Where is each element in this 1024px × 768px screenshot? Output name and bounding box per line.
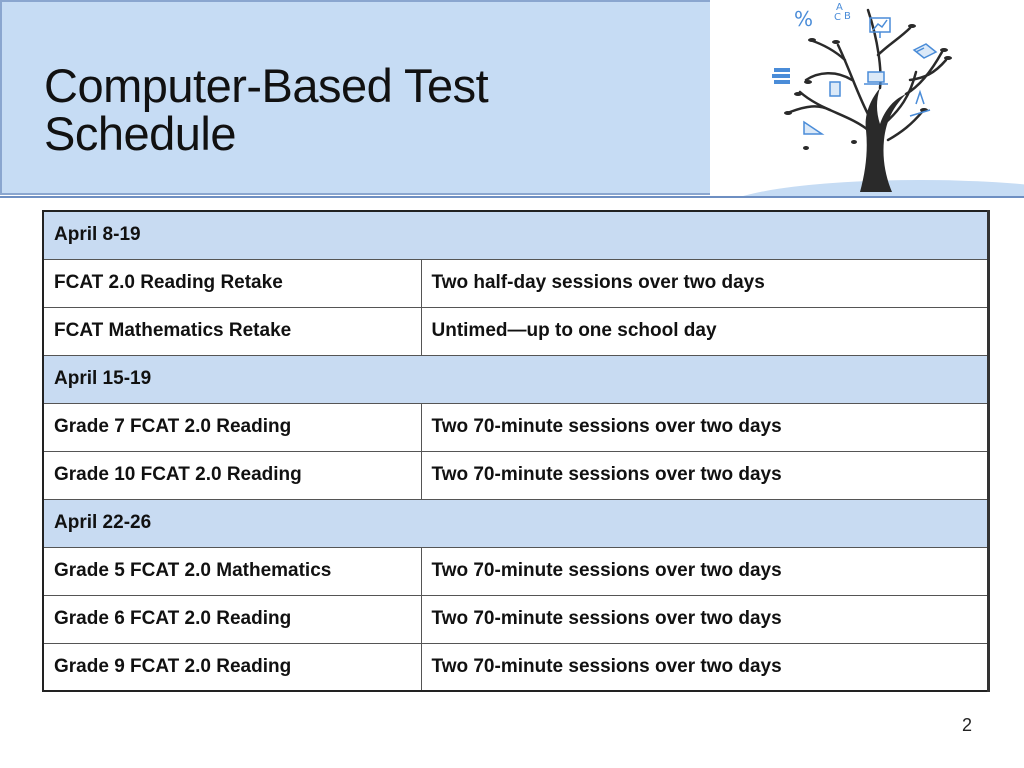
- test-schedule-table: [42, 210, 990, 692]
- test-name-cell: Grade 6 FCAT 2.0 Reading: [43, 595, 421, 643]
- duration-cell: Two half-day sessions over two days: [421, 259, 989, 307]
- date-row: [43, 211, 989, 259]
- test-name-cell: Grade 9 FCAT 2.0 Reading: [43, 643, 421, 691]
- duration-cell: Two 70-minute sessions over two days: [421, 547, 989, 595]
- table-row: [43, 307, 989, 355]
- education-tree-illustration: [710, 0, 1024, 196]
- date-row: [43, 355, 989, 403]
- abc-icon-a: A: [836, 2, 843, 13]
- duration-cell: Two 70-minute sessions over two days: [421, 403, 989, 451]
- duration-cell: Untimed—up to one school day: [421, 307, 989, 355]
- test-name-cell: FCAT Mathematics Retake: [43, 307, 421, 355]
- book-icon: [914, 44, 936, 58]
- date-cell: April 22-26: [43, 499, 989, 547]
- header-divider: [0, 196, 1024, 198]
- tree-trunk: [860, 88, 906, 192]
- duration-cell: Two 70-minute sessions over two days: [421, 451, 989, 499]
- triangle-ruler-icon: [804, 122, 822, 134]
- duration-cell: Two 70-minute sessions over two days: [421, 643, 989, 691]
- page-number: 2: [961, 715, 972, 735]
- abc-icon-c: C: [834, 12, 841, 23]
- laptop-icon: [864, 72, 888, 84]
- compass-icon: [910, 92, 930, 116]
- abc-icon-b: B: [844, 11, 851, 22]
- test-name-cell: Grade 10 FCAT 2.0 Reading: [43, 451, 421, 499]
- table-row: [43, 403, 989, 451]
- duration-cell: Two 70-minute sessions over two days: [421, 595, 989, 643]
- slide-title-line-1: Computer-Based Test: [44, 59, 489, 112]
- table-row: [43, 547, 989, 595]
- stacked-books-icon: [772, 68, 790, 84]
- test-name-cell: Grade 5 FCAT 2.0 Mathematics: [43, 547, 421, 595]
- table-row: [43, 259, 989, 307]
- date-row: [43, 499, 989, 547]
- table-row: [43, 595, 989, 643]
- slide-title-line-2: Schedule: [44, 107, 236, 160]
- test-name-cell: FCAT 2.0 Reading Retake: [43, 259, 421, 307]
- calculator-icon: [830, 82, 840, 96]
- slide-title: [44, 59, 489, 160]
- table-row: [43, 643, 989, 691]
- table-row: [43, 451, 989, 499]
- date-cell: April 15-19: [43, 355, 989, 403]
- percent-icon: %: [794, 7, 814, 31]
- test-name-cell: Grade 7 FCAT 2.0 Reading: [43, 403, 421, 451]
- date-cell: April 8-19: [43, 211, 989, 259]
